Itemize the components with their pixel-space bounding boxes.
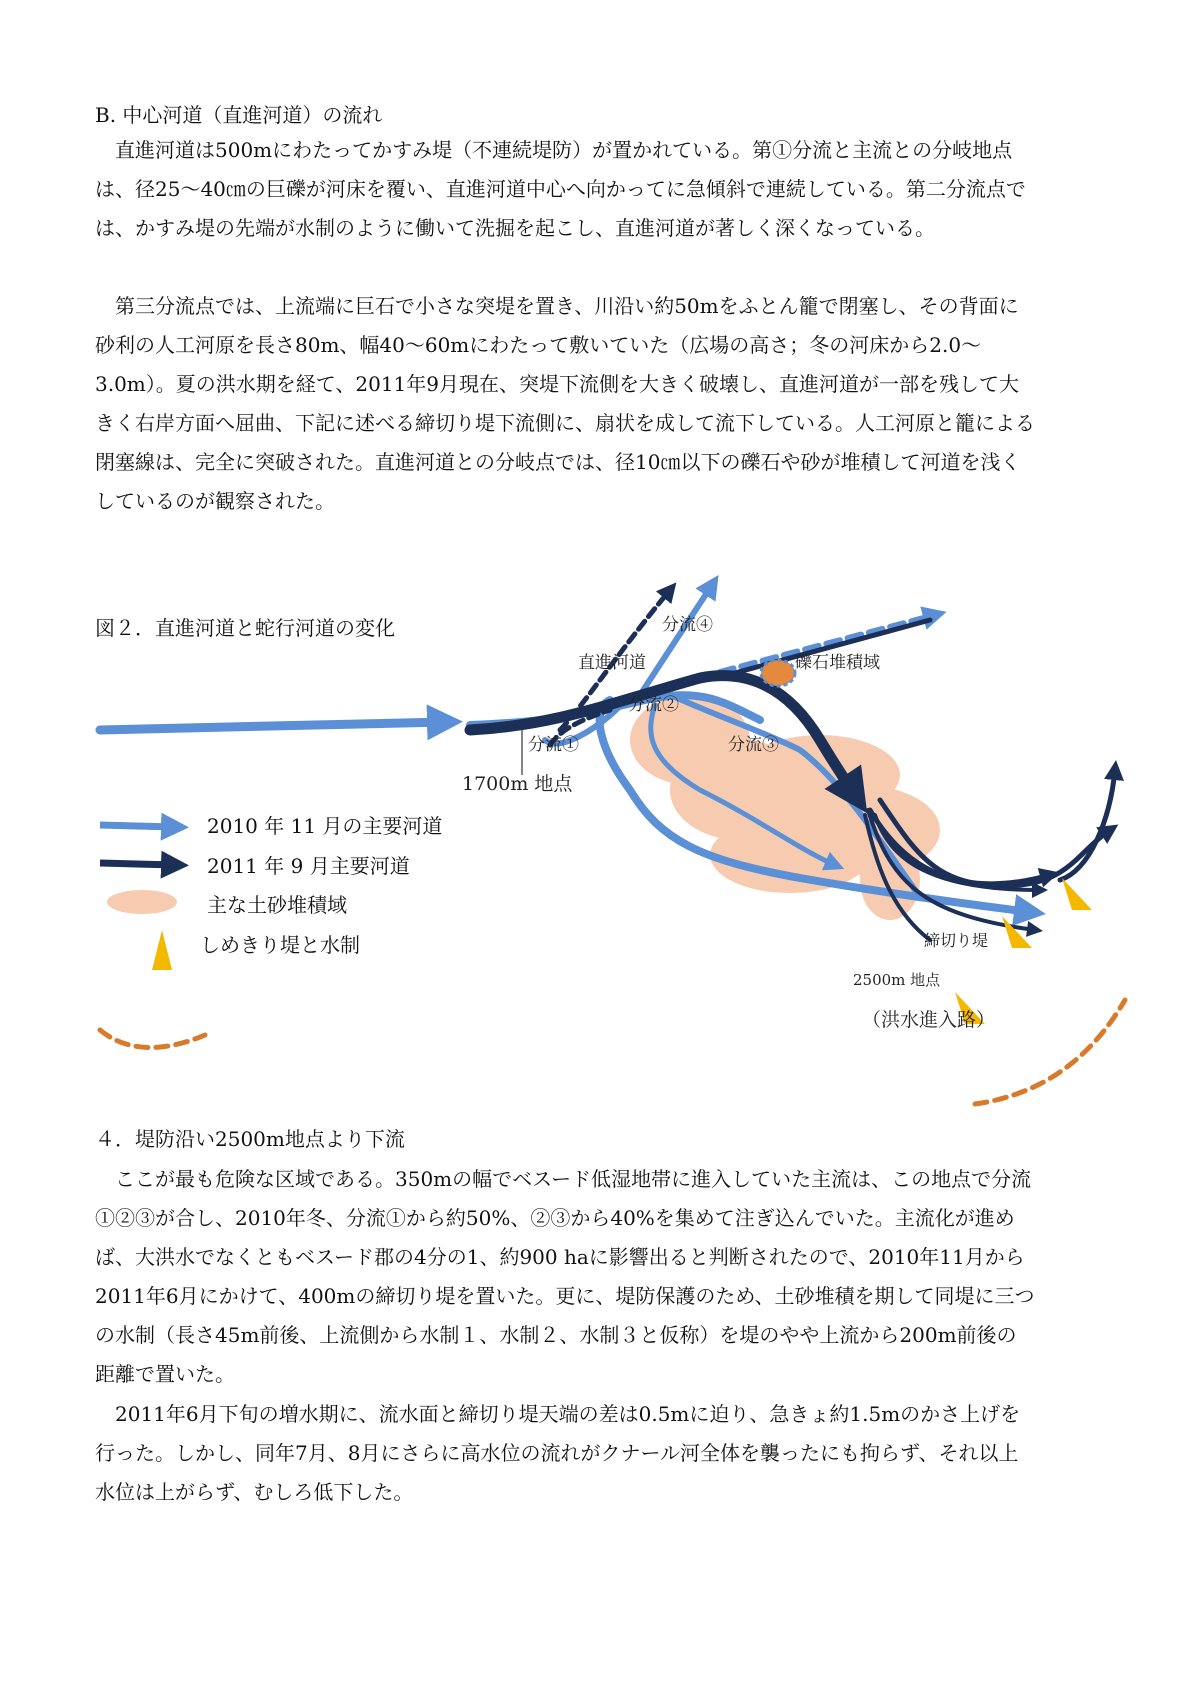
section-b-paragraph-1: 直進河道は500mにわたってかすみ堤（不連続堤防）が置かれている。第①分流と主流との分岐地点は、径25～40㎝の巨礫が河床を覆い、直進河道中心へ向かってに急傾斜で連続している。第二分流点では、かすみ堤の先端が水制のように働いて洗掘を起こし、直進河道が著しく深くなっている。 <box>95 138 1026 240</box>
label-bunryu3: 分流③ <box>728 735 779 755</box>
label-point-2500: 2500m 地点 <box>853 971 941 989</box>
label-point-1700: 1700m 地点 <box>462 773 573 795</box>
river-channel-diagram <box>0 560 1200 1120</box>
section-b-heading: B. 中心河道（直進河道）の流れ <box>95 103 383 127</box>
legend-symbols <box>100 825 177 970</box>
label-bunryu4: 分流④ <box>662 615 713 635</box>
gravel-deposit-marker <box>761 660 795 686</box>
main-channel-2010 <box>100 722 445 730</box>
label-flood-path: （洪水進入路） <box>862 1009 996 1031</box>
legend-sediment-swatch <box>107 890 177 914</box>
label-bunryu1: 分流① <box>528 735 579 755</box>
label-bunryu2: 分流② <box>628 695 679 715</box>
legend-dike-marker <box>152 930 172 970</box>
legend-label-2011: 2011 年 9 月主要河道 <box>207 854 410 878</box>
legend-line-2011 <box>100 863 175 865</box>
dike-markers <box>955 878 1092 1024</box>
label-gravel-deposit: 礫石堆積域 <box>795 653 880 673</box>
legend-label-dike: しめきり堤と水制 <box>200 933 360 957</box>
label-shimekiri-tei: 締切り堤 <box>924 931 989 950</box>
sediment-area <box>630 695 940 920</box>
section-b-paragraph-2: 第三分流点では、上流端に巨石で小さな突堤を置き、川沿い約50mをふとん籠で閉塞し、その背面に砂利の人工河原を長さ80m、幅40～60mにわたって敷いていた（広場の高さ；冬の河床から2.0～3.0m）。夏の洪水期を経て、2011年9月現在、突堤下流側を大きく破壊し、直進河道が一部を残して大きく右岸方面へ屈曲、下記に述べる締切り堤下流側に、扇状を成して流下している。人工河原と籠による閉塞線は、完全に突破された。直進河道との分岐点では、径10㎝以下の礫石や砂が堆積して河道を浅くしているのが観察された。 <box>95 294 1035 513</box>
legend-line-2010 <box>100 825 175 827</box>
label-chokushin-kado: 直進河道 <box>578 653 646 673</box>
figure-title: 図２．直進河道と蛇行河道の変化 <box>95 616 395 640</box>
section-4-heading: ４．堤防沿い2500m地点より下流 <box>95 1127 405 1151</box>
section-4-paragraph-1: ここが最も危険な区域である。350mの幅でベスード低湿地帯に進入していた主流は、この地点で分流①②③が合し、2010年冬、分流①から約50%、②③から40%を集めて注ぎ込んでいた。主流化が進めば、大洪水でなくともベスード郡の4分の1、約900 haに影響出ると判断されたので、2010年11月から2011年6月にかけて、400mの締切り堤を置いた。更に、堤防保護のため、土砂堆積を期して同堤に三つの水制（長さ45m前後、上流側から水制１、水制２、水制３と仮称）を堤のやや上流から200m前後の距離で置いた。 <box>95 1167 1035 1386</box>
legend-label-2010: 2010 年 11 月の主要河道 <box>207 814 443 838</box>
legend-label-sediment: 主な土砂堆積域 <box>207 893 347 917</box>
section-4-paragraph-2: 2011年6月下旬の増水期に、流水面と締切り堤天端の差は0.5mに迫り、急きょ約1.5mのかさ上げを行った。しかし、同年7月、8月にさらに高水位の流れがクナール河全体を襲ったにも拘らず、それ以上水位は上がらず、むしろ低下した。 <box>95 1402 1021 1504</box>
